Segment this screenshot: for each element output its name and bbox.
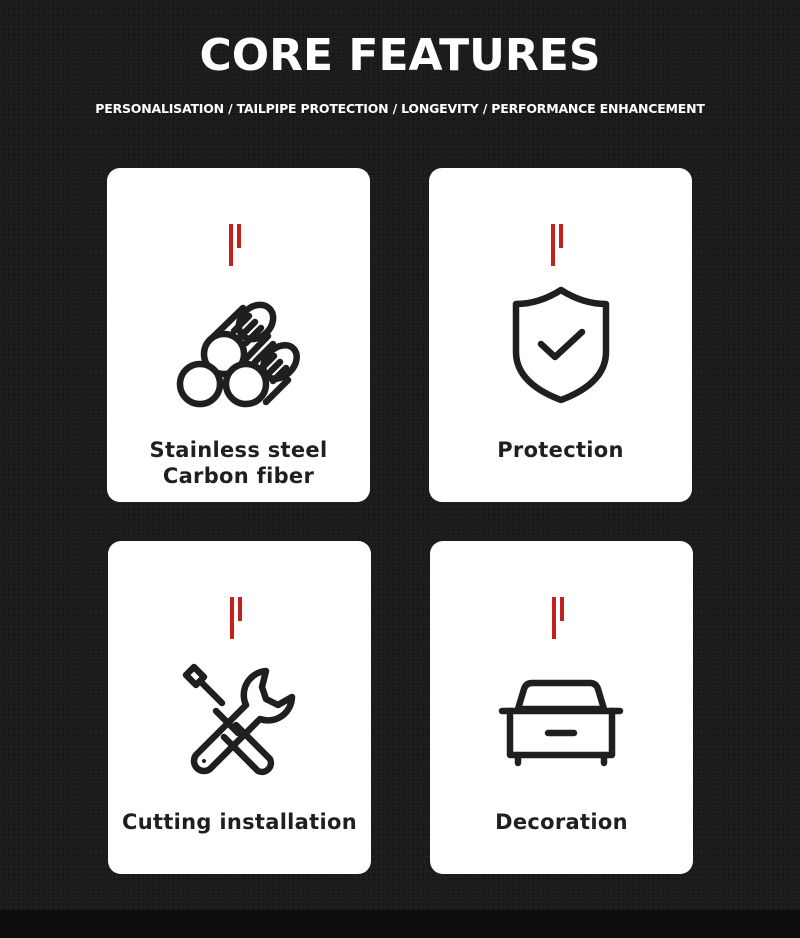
bottom-band: [0, 910, 800, 938]
page-title: CORE FEATURES: [199, 30, 601, 81]
feature-card-installation: [108, 541, 371, 874]
feature-label: Cutting installation: [122, 810, 357, 834]
accent-mark-icon: [227, 224, 245, 266]
accent-mark-icon: [549, 224, 567, 266]
feature-label: Decoration: [495, 810, 628, 834]
feature-card-material: [107, 168, 370, 502]
page-subtitle: PERSONALISATION / TAILPIPE PROTECTION / LONGEVITY / PERFORMANCE ENHANCEMENT: [95, 101, 705, 116]
accent-mark-icon: [550, 597, 568, 639]
feature-label: Stainless steel Carbon fiber: [149, 438, 328, 488]
feature-card-protection: [429, 168, 692, 502]
feature-card-decoration: [430, 541, 693, 874]
pipes-icon: [173, 286, 303, 416]
tools-icon: [174, 659, 304, 789]
feature-label: Protection: [497, 438, 624, 462]
shield-check-icon: [495, 286, 625, 416]
car-icon: [496, 659, 626, 789]
accent-mark-icon: [228, 597, 246, 639]
